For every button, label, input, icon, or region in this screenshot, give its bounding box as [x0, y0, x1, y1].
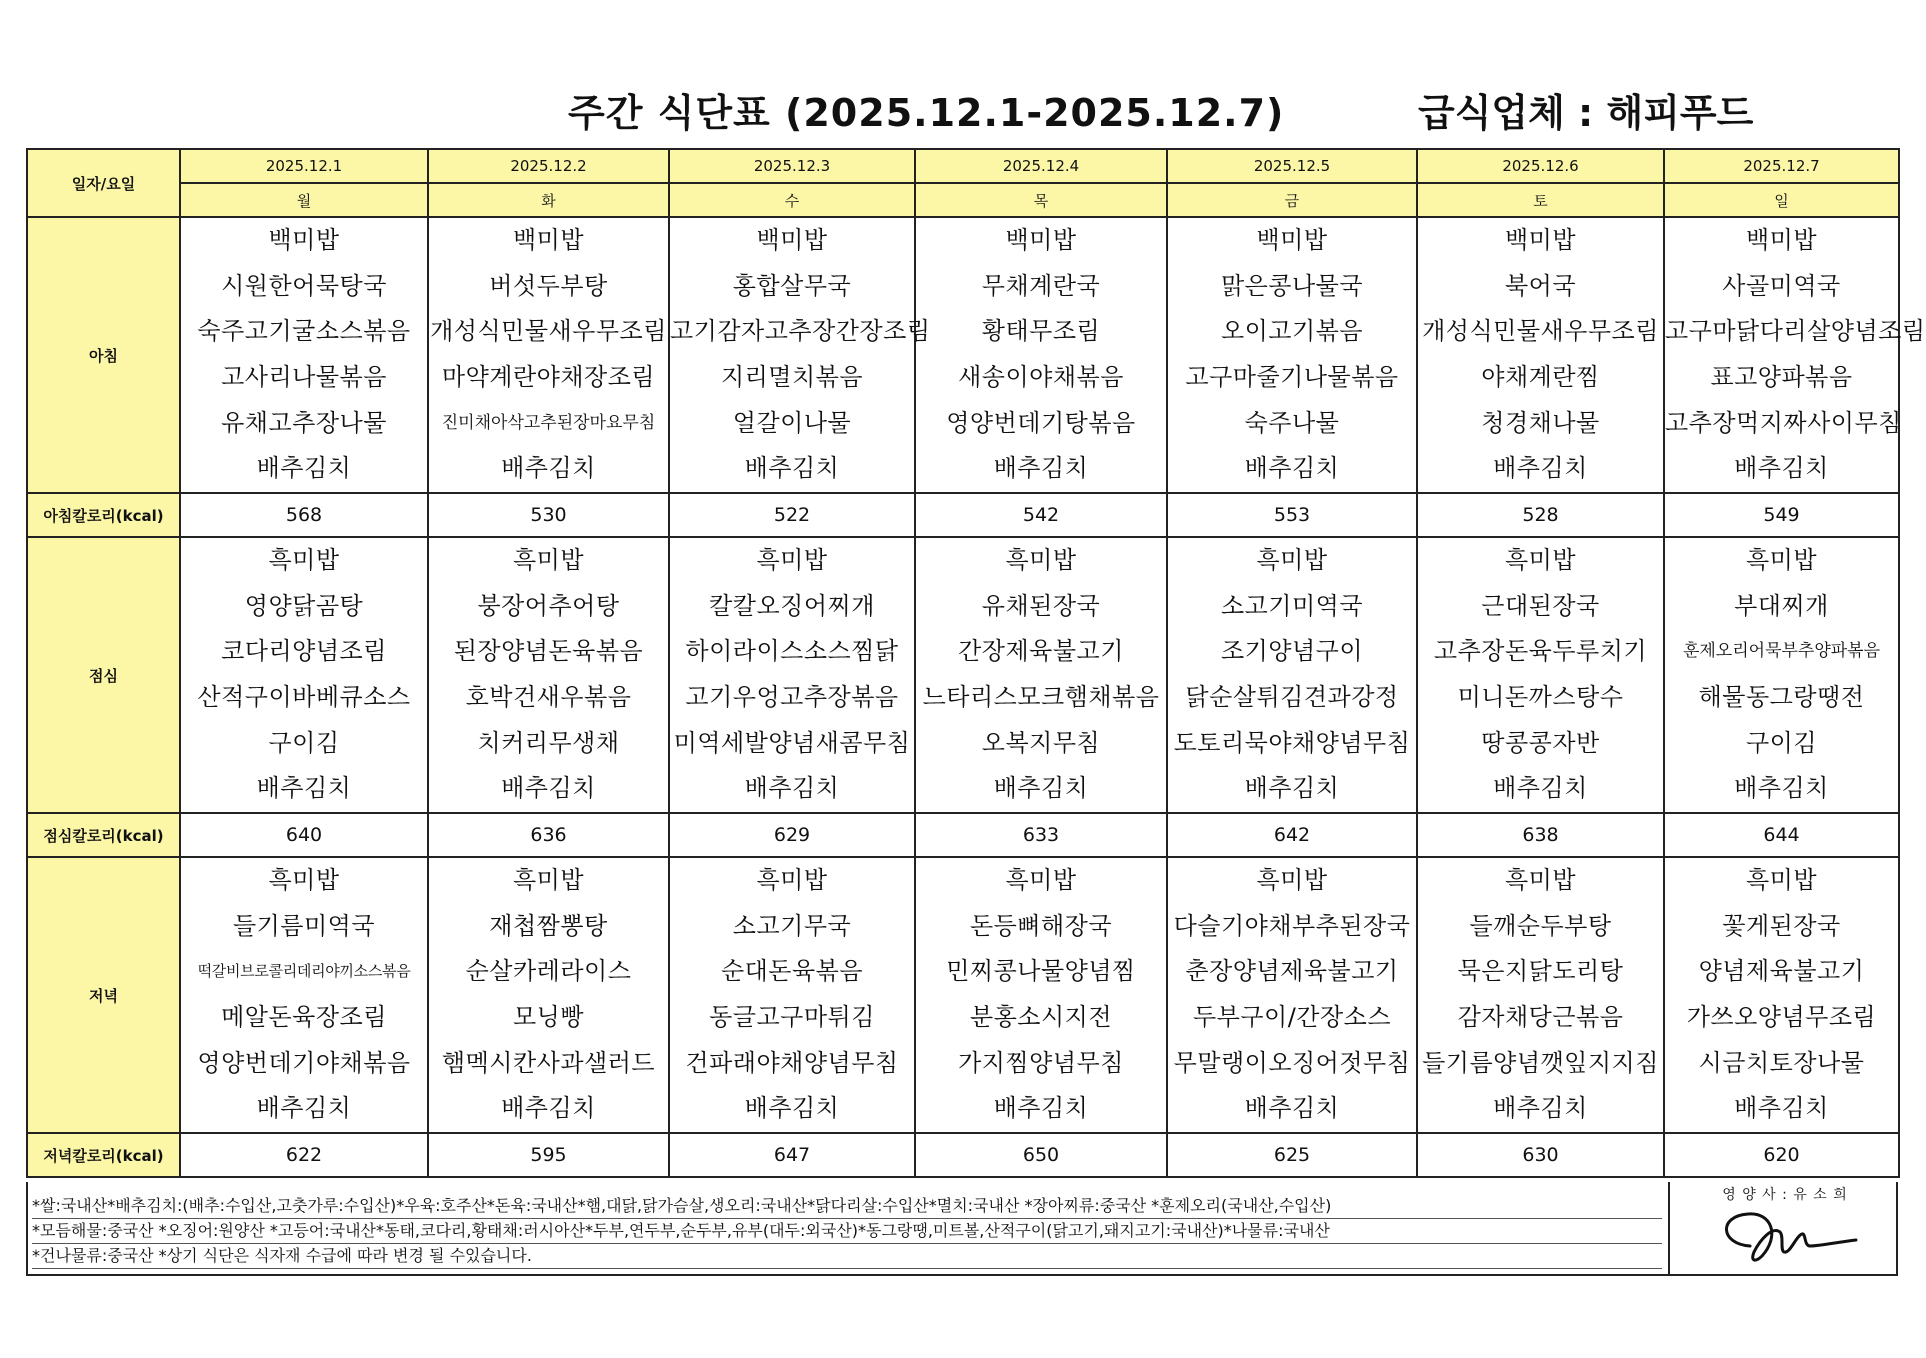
calorie-value: 620 [1664, 1133, 1899, 1177]
menu-item: 영양닭곰탕 [244, 591, 364, 620]
menu-item: 배추김치 [1493, 774, 1588, 803]
menu-item: 배추김치 [501, 454, 596, 483]
menu-item: 북어국 [1504, 271, 1577, 300]
menu-cell [428, 217, 669, 493]
menu-item: 배추김치 [993, 1094, 1089, 1123]
menu-item: 땅콩콩자반 [1481, 728, 1600, 757]
menu-item: 사골미역국 [1722, 271, 1841, 300]
menu-item: 배추김치 [1244, 774, 1340, 803]
menu-item: 맑은콩나물국 [1220, 271, 1364, 300]
calorie-label: 점심칼로리(kcal) [27, 813, 180, 857]
date-cell: 2025.12.1 [180, 149, 428, 183]
calorie-row [27, 1133, 1899, 1177]
menu-item: 무채계란국 [981, 271, 1101, 300]
menu-item: 영양번데기탕볶음 [946, 408, 1136, 437]
menu-item: 백미밥 [1005, 226, 1077, 255]
menu-item: 배추김치 [744, 454, 840, 483]
menu-item: 산적구이바베큐소스 [197, 683, 411, 711]
day-row [27, 183, 1899, 217]
menu-item: 백미밥 [512, 226, 585, 255]
menu-item: 미니돈까스탕수 [1457, 683, 1624, 711]
menu-item: 오이고기볶음 [1220, 317, 1364, 346]
menu-item: 배추김치 [1734, 1094, 1829, 1123]
menu-item: 배추김치 [501, 774, 596, 803]
menu-item: 야채계란찜 [1481, 363, 1600, 391]
menu-item: 고구마닭다리살양념조림 [1665, 317, 1926, 346]
menu-item: 시원한어묵탕국 [221, 271, 387, 300]
menu-item: 흑미밥 [1745, 546, 1818, 575]
date-cell: 2025.12.2 [428, 149, 669, 183]
calorie-row [27, 813, 1899, 857]
menu-item: 흑미밥 [1256, 866, 1328, 895]
menu-item: 고구마줄기나물볶음 [1185, 363, 1399, 391]
menu-item: 도토리묵야채양념무침 [1173, 728, 1411, 757]
menu-cell [180, 217, 428, 493]
menu-item: 느타리스모크햄채볶음 [922, 683, 1160, 711]
menu-item: 진미채아삭고추된장마요무침 [441, 412, 656, 433]
day-cell: 수 [669, 183, 915, 217]
menu-item: 시금치토장나물 [1698, 1048, 1865, 1077]
menu-item: 메알돈육장조림 [221, 1003, 387, 1031]
menu-cell [669, 857, 915, 1133]
menu-item: 유채고추장나물 [221, 408, 387, 437]
menu-item: 간장제육불고기 [958, 637, 1124, 666]
menu-item: 꽃게된장국 [1722, 911, 1841, 940]
calorie-label: 아침칼로리(kcal) [27, 493, 180, 537]
menu-item: 무말랭이오징어젓무침 [1173, 1048, 1411, 1077]
note-line: *모듬해물:중국산 *오징어:원양산 *고등어:국내산*동태,코다리,황태채:러시아산*두부,연두부,순두부,유부(대두:외국산)*동그랑땡,미트볼,산적구이(닭고기,돼지고기:국내산)*나물류:국내산 [32, 1219, 1662, 1244]
menu-item: 돈등뼈해장국 [969, 911, 1113, 940]
menu-item: 배추김치 [256, 454, 352, 483]
menu-item: 묵은지닭도리탕 [1457, 957, 1624, 986]
menu-cell [1417, 217, 1664, 493]
menu-item: 들기름미역국 [232, 911, 376, 940]
menu-item: 고추장먹지짜사이무침 [1665, 408, 1902, 437]
calorie-value: 530 [428, 493, 669, 537]
date-cell: 2025.12.6 [1417, 149, 1664, 183]
menu-item: 배추김치 [993, 454, 1089, 483]
menu-item: 버섯두부탕 [489, 271, 608, 300]
menu-item: 구이김 [268, 728, 340, 757]
menu-cell [1664, 537, 1899, 813]
menu-item: 배추김치 [744, 1094, 840, 1123]
origin-notes [32, 1194, 1662, 1269]
menu-item: 모닝빵 [512, 1003, 585, 1031]
menu-item: 배추김치 [256, 1094, 352, 1123]
date-cell: 2025.12.4 [915, 149, 1167, 183]
menu-item: 배추김치 [256, 774, 352, 803]
date-cell: 2025.12.7 [1664, 149, 1899, 183]
menu-item: 고기감자고추장간장조림 [670, 317, 931, 346]
menu-item: 붕장어추어탕 [477, 591, 620, 620]
menu-item: 흑미밥 [268, 866, 340, 895]
date-cell: 2025.12.5 [1167, 149, 1417, 183]
menu-item: 배추김치 [1244, 1094, 1340, 1123]
menu-item: 영양번데기야채볶음 [197, 1048, 411, 1077]
meal-row [27, 217, 1899, 493]
menu-cell [180, 857, 428, 1133]
menu-item: 홍합살무국 [732, 271, 852, 300]
menu-item: 떡갈비브로콜리데리야끼소스볶음 [197, 962, 411, 981]
menu-item: 닭순살튀김견과강정 [1185, 683, 1399, 711]
menu-item: 개성식민물새우무조림 [1422, 317, 1659, 346]
menu-item: 순대돈육볶음 [720, 957, 864, 986]
meal-label: 아침 [27, 217, 180, 493]
menu-item: 훈제오리어묵부추양파볶음 [1682, 641, 1881, 662]
menu-item: 흑미밥 [756, 866, 828, 895]
menu-item: 부대찌개 [1734, 591, 1829, 620]
menu-item: 고기우엉고추장볶음 [685, 683, 899, 711]
menu-item: 흑미밥 [268, 546, 340, 575]
menu-item: 백미밥 [756, 226, 828, 255]
menu-item: 청경채나물 [1481, 408, 1600, 437]
menu-item: 백미밥 [1504, 226, 1577, 255]
day-cell: 토 [1417, 183, 1664, 217]
menu-item: 조기양념구이 [1220, 637, 1364, 666]
day-cell: 화 [428, 183, 669, 217]
menu-item: 고사리나물볶음 [221, 363, 387, 391]
menu-cell [915, 537, 1167, 813]
menu-item: 흑미밥 [756, 546, 828, 575]
menu-item: 흑미밥 [512, 866, 585, 895]
signature-box [1668, 1182, 1900, 1274]
menu-item: 흑미밥 [1005, 546, 1077, 575]
day-cell: 일 [1664, 183, 1899, 217]
menu-item: 흑미밥 [1504, 866, 1577, 895]
menu-item: 치커리무생채 [477, 728, 620, 757]
menu-cell [428, 537, 669, 813]
calorie-value: 568 [180, 493, 428, 537]
menu-cell [915, 857, 1167, 1133]
calorie-value: 638 [1417, 813, 1664, 857]
date-cell: 2025.12.3 [669, 149, 915, 183]
menu-item: 배추김치 [1734, 774, 1829, 803]
menu-cell [428, 857, 669, 1133]
menu-item: 호박건새우볶음 [465, 683, 632, 711]
menu-cell [1664, 217, 1926, 493]
menu-item: 백미밥 [1256, 226, 1328, 255]
menu-item: 해물동그랑땡전 [1698, 683, 1865, 711]
menu-item: 배추김치 [501, 1094, 596, 1123]
meal-label: 점심 [27, 537, 180, 813]
calorie-value: 542 [915, 493, 1167, 537]
menu-item: 재첩짬뽕탕 [489, 911, 608, 940]
calorie-row [27, 493, 1899, 537]
menu-item: 배추김치 [993, 774, 1089, 803]
menu-item: 근대된장국 [1481, 591, 1600, 620]
menu-cell [669, 537, 915, 813]
calorie-value: 640 [180, 813, 428, 857]
menu-item: 얼갈이나물 [732, 408, 852, 437]
meal-row [27, 857, 1899, 1133]
menu-item: 칼칼오징어찌개 [709, 591, 875, 620]
menu-item: 들깨순두부탕 [1469, 911, 1612, 940]
menu-item: 민찌콩나물양념찜 [946, 957, 1136, 986]
menu-item: 미역세발양념새콤무침 [673, 728, 911, 757]
page-header [0, 82, 1920, 142]
menu-item: 표고양파볶음 [1710, 363, 1853, 391]
menu-item: 구이김 [1745, 728, 1818, 757]
menu-item: 분홍소시지전 [969, 1003, 1113, 1031]
menu-item: 개성식민물새우무조림 [430, 317, 667, 346]
menu-item: 흑미밥 [1504, 546, 1577, 575]
menu-cell [180, 537, 428, 813]
menu-item: 햄멕시칸사과샐러드 [441, 1048, 656, 1077]
day-cell: 목 [915, 183, 1167, 217]
menu-item: 마약계란야채장조림 [441, 363, 656, 391]
calorie-value: 595 [428, 1133, 669, 1177]
calorie-value: 633 [915, 813, 1167, 857]
calorie-value: 630 [1417, 1133, 1664, 1177]
day-cell: 월 [180, 183, 428, 217]
menu-item: 가지찜양념무침 [958, 1048, 1124, 1077]
menu-cell [669, 217, 931, 493]
menu-cell [1167, 217, 1417, 493]
header-label: 일자/요일 [27, 149, 180, 217]
menu-cell [1167, 857, 1417, 1133]
menu-item: 백미밥 [1745, 226, 1818, 255]
calorie-value: 528 [1417, 493, 1664, 537]
menu-item: 춘장양념제육불고기 [1185, 957, 1399, 986]
calorie-value: 625 [1167, 1133, 1417, 1177]
menu-cell [1417, 857, 1664, 1133]
menu-cell [915, 217, 1167, 493]
dietitian-label: 영 양 사 : 유 소 희 [1722, 1187, 1848, 1203]
weekly-menu-table [26, 148, 1926, 1178]
menu-item: 된장양념돈육볶음 [453, 637, 644, 666]
menu-item: 황태무조림 [981, 317, 1101, 346]
menu-cell [1417, 537, 1664, 813]
calorie-value: 549 [1664, 493, 1899, 537]
menu-item: 두부구이/간장소스 [1192, 1003, 1392, 1031]
menu-item: 동글고구마튀김 [709, 1003, 875, 1031]
calorie-value: 636 [428, 813, 669, 857]
menu-item: 순살카레라이스 [465, 957, 632, 986]
menu-item: 다슬기야채부추된장국 [1173, 911, 1411, 940]
menu-item: 배추김치 [1493, 454, 1588, 483]
menu-item: 하이라이스소스찜닭 [685, 637, 899, 666]
note-line: *건나물류:중국산 *상기 식단은 식자재 수급에 따라 변경 될 수있습니다. [32, 1244, 1662, 1269]
menu-item: 흑미밥 [1256, 546, 1328, 575]
notes-section [26, 1182, 1898, 1276]
vendor-label: 급식업체 : 해피푸드 [1418, 91, 1754, 135]
menu-item: 오복지무침 [981, 728, 1101, 757]
note-line: *쌀:국내산*배추김치:(배추:수입산,고춧가루:수입산)*우육:호주산*돈육:국내산*햄,대닭,닭가슴살,생오리:국내산*닭다리살:수입산*멸치:국내산 *장아찌류:중국산 *훈제오리(국내산,수입산) [32, 1194, 1662, 1219]
calorie-label: 저녁칼로리(kcal) [27, 1133, 180, 1177]
menu-item: 건파래야채양념무침 [685, 1048, 899, 1077]
menu-item: 흑미밥 [512, 546, 585, 575]
calorie-value: 522 [669, 493, 915, 537]
menu-item: 가쓰오양념무조림 [1686, 1003, 1877, 1031]
menu-item: 숙주나물 [1244, 408, 1340, 437]
page-title: 주간 식단표 (2025.12.1-2025.12.7) [568, 91, 1285, 135]
meal-label: 저녁 [27, 857, 180, 1133]
menu-item: 새송이야채볶음 [958, 363, 1124, 391]
menu-item: 양념제육불고기 [1698, 957, 1865, 986]
day-cell: 금 [1167, 183, 1417, 217]
menu-item: 고추장돈육두루치기 [1433, 637, 1648, 666]
calorie-value: 644 [1664, 813, 1899, 857]
menu-item: 배추김치 [744, 774, 840, 803]
date-row [27, 149, 1899, 183]
menu-cell [1664, 857, 1899, 1133]
menu-item: 배추김치 [1244, 454, 1340, 483]
menu-item: 감자채당근볶음 [1457, 1003, 1624, 1031]
calorie-value: 647 [669, 1133, 915, 1177]
signature-icon [1710, 1206, 1860, 1268]
menu-item: 백미밥 [268, 226, 340, 255]
calorie-value: 650 [915, 1133, 1167, 1177]
calorie-value: 553 [1167, 493, 1417, 537]
menu-item: 코다리양념조림 [221, 637, 387, 666]
menu-item: 지리멸치볶음 [720, 363, 864, 391]
menu-cell [1167, 537, 1417, 813]
calorie-value: 622 [180, 1133, 428, 1177]
menu-item: 흑미밥 [1005, 866, 1077, 895]
menu-item: 유채된장국 [981, 591, 1101, 620]
menu-item: 배추김치 [1734, 454, 1829, 483]
menu-item: 들기름양념깻잎지지짐 [1422, 1048, 1659, 1077]
menu-item: 배추김치 [1493, 1094, 1588, 1123]
menu-item: 소고기무국 [732, 911, 852, 940]
menu-item: 소고기미역국 [1220, 591, 1364, 620]
menu-item: 흑미밥 [1745, 866, 1818, 895]
menu-item: 숙주고기굴소스볶음 [197, 317, 411, 346]
calorie-value: 629 [669, 813, 915, 857]
meal-row [27, 537, 1899, 813]
calorie-value: 642 [1167, 813, 1417, 857]
